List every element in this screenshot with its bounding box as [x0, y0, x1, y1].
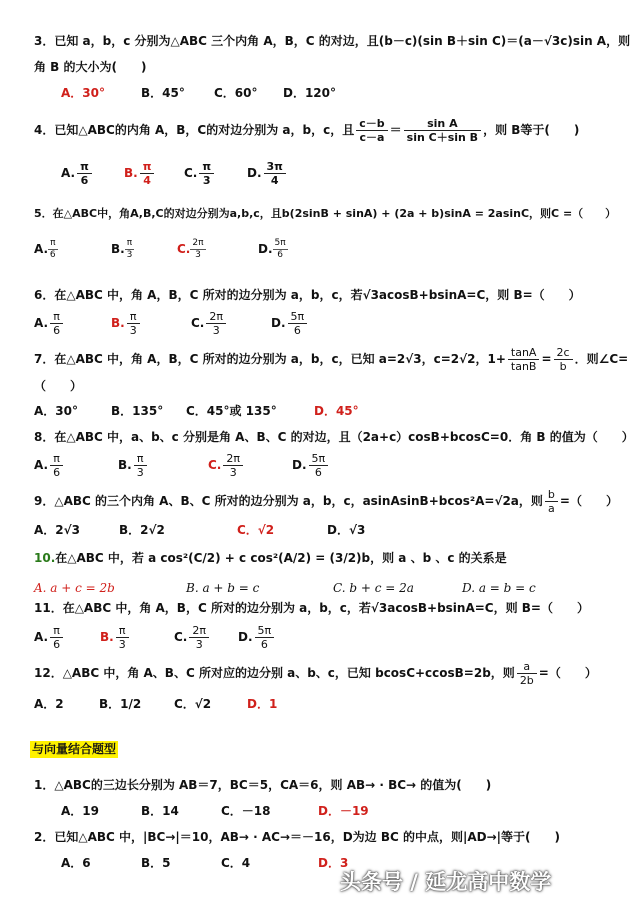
v1-option-a: A．19	[61, 804, 99, 818]
q7-eq: =	[541, 352, 552, 366]
q6-b-num: π	[127, 310, 140, 324]
q6-b-den: 3	[129, 324, 137, 337]
q7-prefix: 7．在△ABC 中，角 A，B，C 所对的边分别为 a，b，c，已知 a=2√3，c=2√2，1+	[34, 352, 506, 366]
q12-frac-den: 2b	[519, 674, 534, 687]
q4-fraction-right	[404, 117, 481, 144]
q7-frac1-num: tanA	[508, 346, 540, 360]
v2-option-d: D．3	[318, 856, 349, 870]
q4-d-frac	[264, 160, 286, 187]
q4-frac1-den: c－a	[359, 131, 385, 144]
q10-text: 在△ABC 中，若 a cos²(C/2) + c cos²(A/2) = (3/2)b，则 a 、b 、c 的关系是	[55, 551, 507, 565]
q12-option-b: B．1/2	[99, 697, 142, 711]
q4-b-num: π	[140, 160, 155, 174]
q8-b-label: B.	[118, 458, 132, 472]
q8-option-c	[208, 452, 245, 479]
q4-option-b	[124, 160, 156, 187]
q4-d-num: 3π	[264, 160, 286, 174]
v1-stem: 1．△ABC的三边长分别为 AB＝7，BC＝5，CA＝6，则 AB→ · BC→ 的值为( )	[34, 778, 492, 792]
q7-stem	[34, 346, 628, 373]
q6-d-num: 5π	[288, 310, 308, 324]
q4-c-frac	[199, 160, 214, 187]
q10-option-a	[34, 580, 115, 596]
q5-c-frac	[190, 238, 205, 261]
q5-stem: 5．在△ABC中，角A,B,C的对边分别为a,b,c，且b(2sinB + sinA) + (2a + b)sinA = 2asinC，则C =（ ）	[34, 207, 617, 220]
q4-a-label: A.	[61, 166, 76, 180]
q10-stem	[34, 550, 507, 566]
q9-stem	[34, 488, 618, 515]
q3-option-b: B．45°	[141, 86, 185, 100]
q9-suffix: =（ ）	[559, 494, 618, 508]
q11-option-c	[174, 624, 211, 651]
q10-option-b: B. a + b = c	[186, 581, 260, 595]
q11-stem: 11．在△ABC 中，角 A，B，C 所对的边分别为 a，b，c，若√3acosB+bsinA=C，则 B=（ ）	[34, 601, 589, 615]
q8-a-label: A.	[34, 458, 49, 472]
q11-d-den: 6	[260, 638, 268, 651]
q4-b-frac	[140, 160, 155, 187]
q4-b-label: B.	[124, 166, 138, 180]
q6-d-label: D.	[271, 316, 286, 330]
q4-a-frac	[77, 160, 92, 187]
q3-option-d: D．120°	[283, 86, 337, 100]
q5-d-frac	[273, 238, 288, 261]
q5-b-frac	[125, 238, 134, 261]
q9-option-b: B．2√2	[119, 523, 165, 537]
q8-stem: 8．在△ABC 中，a、b、c 分别是角 A、B、C 的对边，且（2a+c）cosB+bcosC=0．角 B 的值为（ ）	[34, 430, 634, 444]
q8-b-den: 3	[136, 466, 144, 479]
q5-c-den: 3	[195, 250, 201, 260]
q11-c-frac	[189, 624, 209, 651]
q4-a-num: π	[77, 160, 92, 174]
q7-frac2-den: b	[559, 360, 567, 373]
q4-frac2-den: sin C＋sin B	[406, 131, 479, 144]
q4-option-d	[247, 160, 288, 187]
q7-option-a: A．30°	[34, 404, 78, 418]
q11-b-num: π	[116, 624, 129, 638]
q6-b-label: B.	[111, 316, 125, 330]
q4-option-c	[184, 160, 216, 187]
q4-frac1-num: c－b	[356, 117, 387, 131]
q8-a-den: 6	[53, 466, 61, 479]
q8-option-d	[292, 452, 330, 479]
q7-suffix: ．则∠C=	[574, 352, 629, 366]
q8-option-a	[34, 452, 65, 479]
v2-option-c: C．4	[221, 856, 251, 870]
q10-option-c: C. b + c = 2a	[333, 581, 414, 595]
q6-c-den: 3	[212, 324, 220, 337]
v2-option-b: B．5	[141, 856, 171, 870]
q8-c-den: 3	[229, 466, 237, 479]
q8-d-frac	[309, 452, 329, 479]
q6-option-b	[111, 310, 142, 337]
q7-fraction-left	[508, 346, 540, 373]
q6-b-frac	[127, 310, 140, 337]
q3-line1: 3．已知 a，b，c 分别为△ABC 三个内角 A，B，C 的对边，且(b－c)(sin B＋sin C)＝(a－√3c)sin A，则	[34, 34, 631, 48]
q6-c-frac	[206, 310, 226, 337]
q11-a-den: 6	[53, 638, 61, 651]
q12-option-a: A．2	[34, 697, 64, 711]
q10-number: 10.	[34, 551, 56, 565]
q4-frac2-num: sin A	[404, 117, 481, 131]
q6-stem: 6．在△ABC 中，角 A，B，C 所对的边分别为 a，b，c，若√3acosB+bsinA=C，则 B=（ ）	[34, 288, 581, 302]
q11-option-d	[238, 624, 276, 651]
q9-fraction	[545, 488, 558, 515]
q11-a-frac	[50, 624, 63, 651]
q4-option-a	[61, 160, 94, 187]
q5-a-num: π	[50, 238, 56, 248]
q12-frac-num: a	[517, 660, 537, 674]
q5-d-den: 6	[277, 250, 283, 260]
q4-b-den: 4	[143, 174, 151, 187]
q8-b-num: π	[134, 452, 147, 466]
q11-b-label: B.	[100, 630, 114, 644]
q5-b-num: π	[126, 238, 133, 248]
q4-eq: ＝	[389, 123, 402, 137]
q4-c-den: 3	[202, 174, 211, 187]
q6-c-num: 2π	[206, 310, 226, 324]
q11-d-label: D.	[238, 630, 253, 644]
q4-fraction-left	[356, 117, 387, 144]
q6-option-d	[271, 310, 309, 337]
q5-b-den: 3	[126, 250, 133, 260]
q4-c-label: C.	[184, 166, 198, 180]
q12-fraction	[517, 660, 537, 687]
q9-option-d: D．√3	[327, 523, 366, 537]
q11-c-label: C.	[174, 630, 188, 644]
q11-c-num: 2π	[189, 624, 209, 638]
q6-option-c	[191, 310, 228, 337]
q7-option-b: B．135°	[111, 404, 164, 418]
q8-c-num: 2π	[223, 452, 243, 466]
q8-a-frac	[50, 452, 63, 479]
q7-fraction-right	[554, 346, 573, 373]
q8-d-den: 6	[314, 466, 322, 479]
q8-d-num: 5π	[309, 452, 329, 466]
q11-b-frac	[116, 624, 129, 651]
q4-d-den: 4	[270, 174, 279, 187]
q5-c-label: C.	[177, 242, 191, 256]
q8-d-label: D.	[292, 458, 307, 472]
q11-d-frac	[255, 624, 275, 651]
q6-d-frac	[288, 310, 308, 337]
q10-option-d: D. a = b = c	[462, 581, 536, 595]
q11-option-b	[100, 624, 131, 651]
q7-option-c: C．45°或 135°	[186, 404, 277, 418]
q7-frac2-num: 2c	[554, 346, 573, 360]
q7-option-d: D．45°	[314, 404, 359, 418]
q4-a-den: 6	[80, 174, 89, 187]
section-title: 与向量结合题型	[32, 742, 117, 756]
q9-frac-den: a	[548, 502, 555, 515]
q6-a-frac	[50, 310, 63, 337]
q11-a-num: π	[50, 624, 63, 638]
q6-a-label: A.	[34, 316, 49, 330]
q6-a-den: 6	[53, 324, 61, 337]
q6-d-den: 6	[293, 324, 301, 337]
q5-b-label: B.	[111, 242, 125, 256]
q12-option-c: C．√2	[174, 697, 212, 711]
q5-a-frac	[48, 238, 57, 261]
q5-c-num: 2π	[192, 238, 204, 248]
q6-c-label: C.	[191, 316, 205, 330]
q12-prefix: 12．△ABC 中，角 A、B、C 所对应的边分别 a、b、c，已知 bcosC+ccosB=2b，则	[34, 666, 515, 680]
q11-a-label: A.	[34, 630, 49, 644]
q11-c-den: 3	[195, 638, 203, 651]
q6-option-a	[34, 310, 65, 337]
q9-option-a: A．2√3	[34, 523, 80, 537]
q9-prefix: 9．△ABC 的三个内角 A、B、C 所对的边分别为 a，b，c，asinAsinB+bcos²A=√2a，则	[34, 494, 543, 508]
q5-d-num: 5π	[274, 238, 286, 248]
q3-option-a: A．30°	[61, 86, 105, 100]
q8-b-frac	[134, 452, 147, 479]
q11-b-den: 3	[118, 638, 126, 651]
q7-frac1-den: tanB	[510, 360, 537, 373]
q3-line2: 角 B 的大小为( )	[34, 60, 147, 74]
v1-option-d: D．－19	[318, 804, 369, 818]
q8-c-label: C.	[208, 458, 222, 472]
v1-option-c: C．－18	[221, 804, 271, 818]
q12-stem	[34, 660, 597, 687]
q5-a-den: 6	[49, 250, 56, 260]
q5-option-c	[177, 238, 206, 261]
q6-a-num: π	[50, 310, 63, 324]
q11-option-a	[34, 624, 65, 651]
q8-c-frac	[223, 452, 243, 479]
q10-a-text: A. a + c = 2b	[34, 581, 115, 595]
q5-d-label: D.	[258, 242, 273, 256]
v2-option-a: A．6	[61, 856, 91, 870]
v1-option-b: B．14	[141, 804, 179, 818]
q11-d-num: 5π	[255, 624, 275, 638]
v2-stem: 2．已知△ABC 中，|BC→|＝10，AB→ · AC→＝－16，D为边 BC 的中点，则|AD→|等于( )	[34, 830, 561, 844]
q4-d-label: D.	[247, 166, 262, 180]
q4-c-num: π	[199, 160, 214, 174]
q5-option-b	[111, 238, 134, 261]
q8-a-num: π	[50, 452, 63, 466]
q9-frac-num: b	[545, 488, 558, 502]
watermark: 头条号 / 延龙高中数学	[340, 870, 552, 894]
q5-option-d	[258, 238, 288, 261]
q5-a-label: A.	[34, 242, 49, 256]
q3-option-c: C．60°	[214, 86, 258, 100]
q4-prefix: 4．已知△ABC的内角 A，B，C的对边分别为 a，b，c，且	[34, 123, 355, 137]
q7-line2: （ ）	[34, 379, 83, 393]
q12-option-d: D．1	[247, 697, 278, 711]
q12-suffix: =（ ）	[538, 666, 597, 680]
q8-option-b	[118, 452, 149, 479]
q4-suffix: ，则 B等于( )	[483, 123, 580, 137]
q4-stem	[34, 117, 579, 144]
q5-option-a	[34, 238, 58, 261]
q9-option-c: C．√2	[237, 523, 275, 537]
